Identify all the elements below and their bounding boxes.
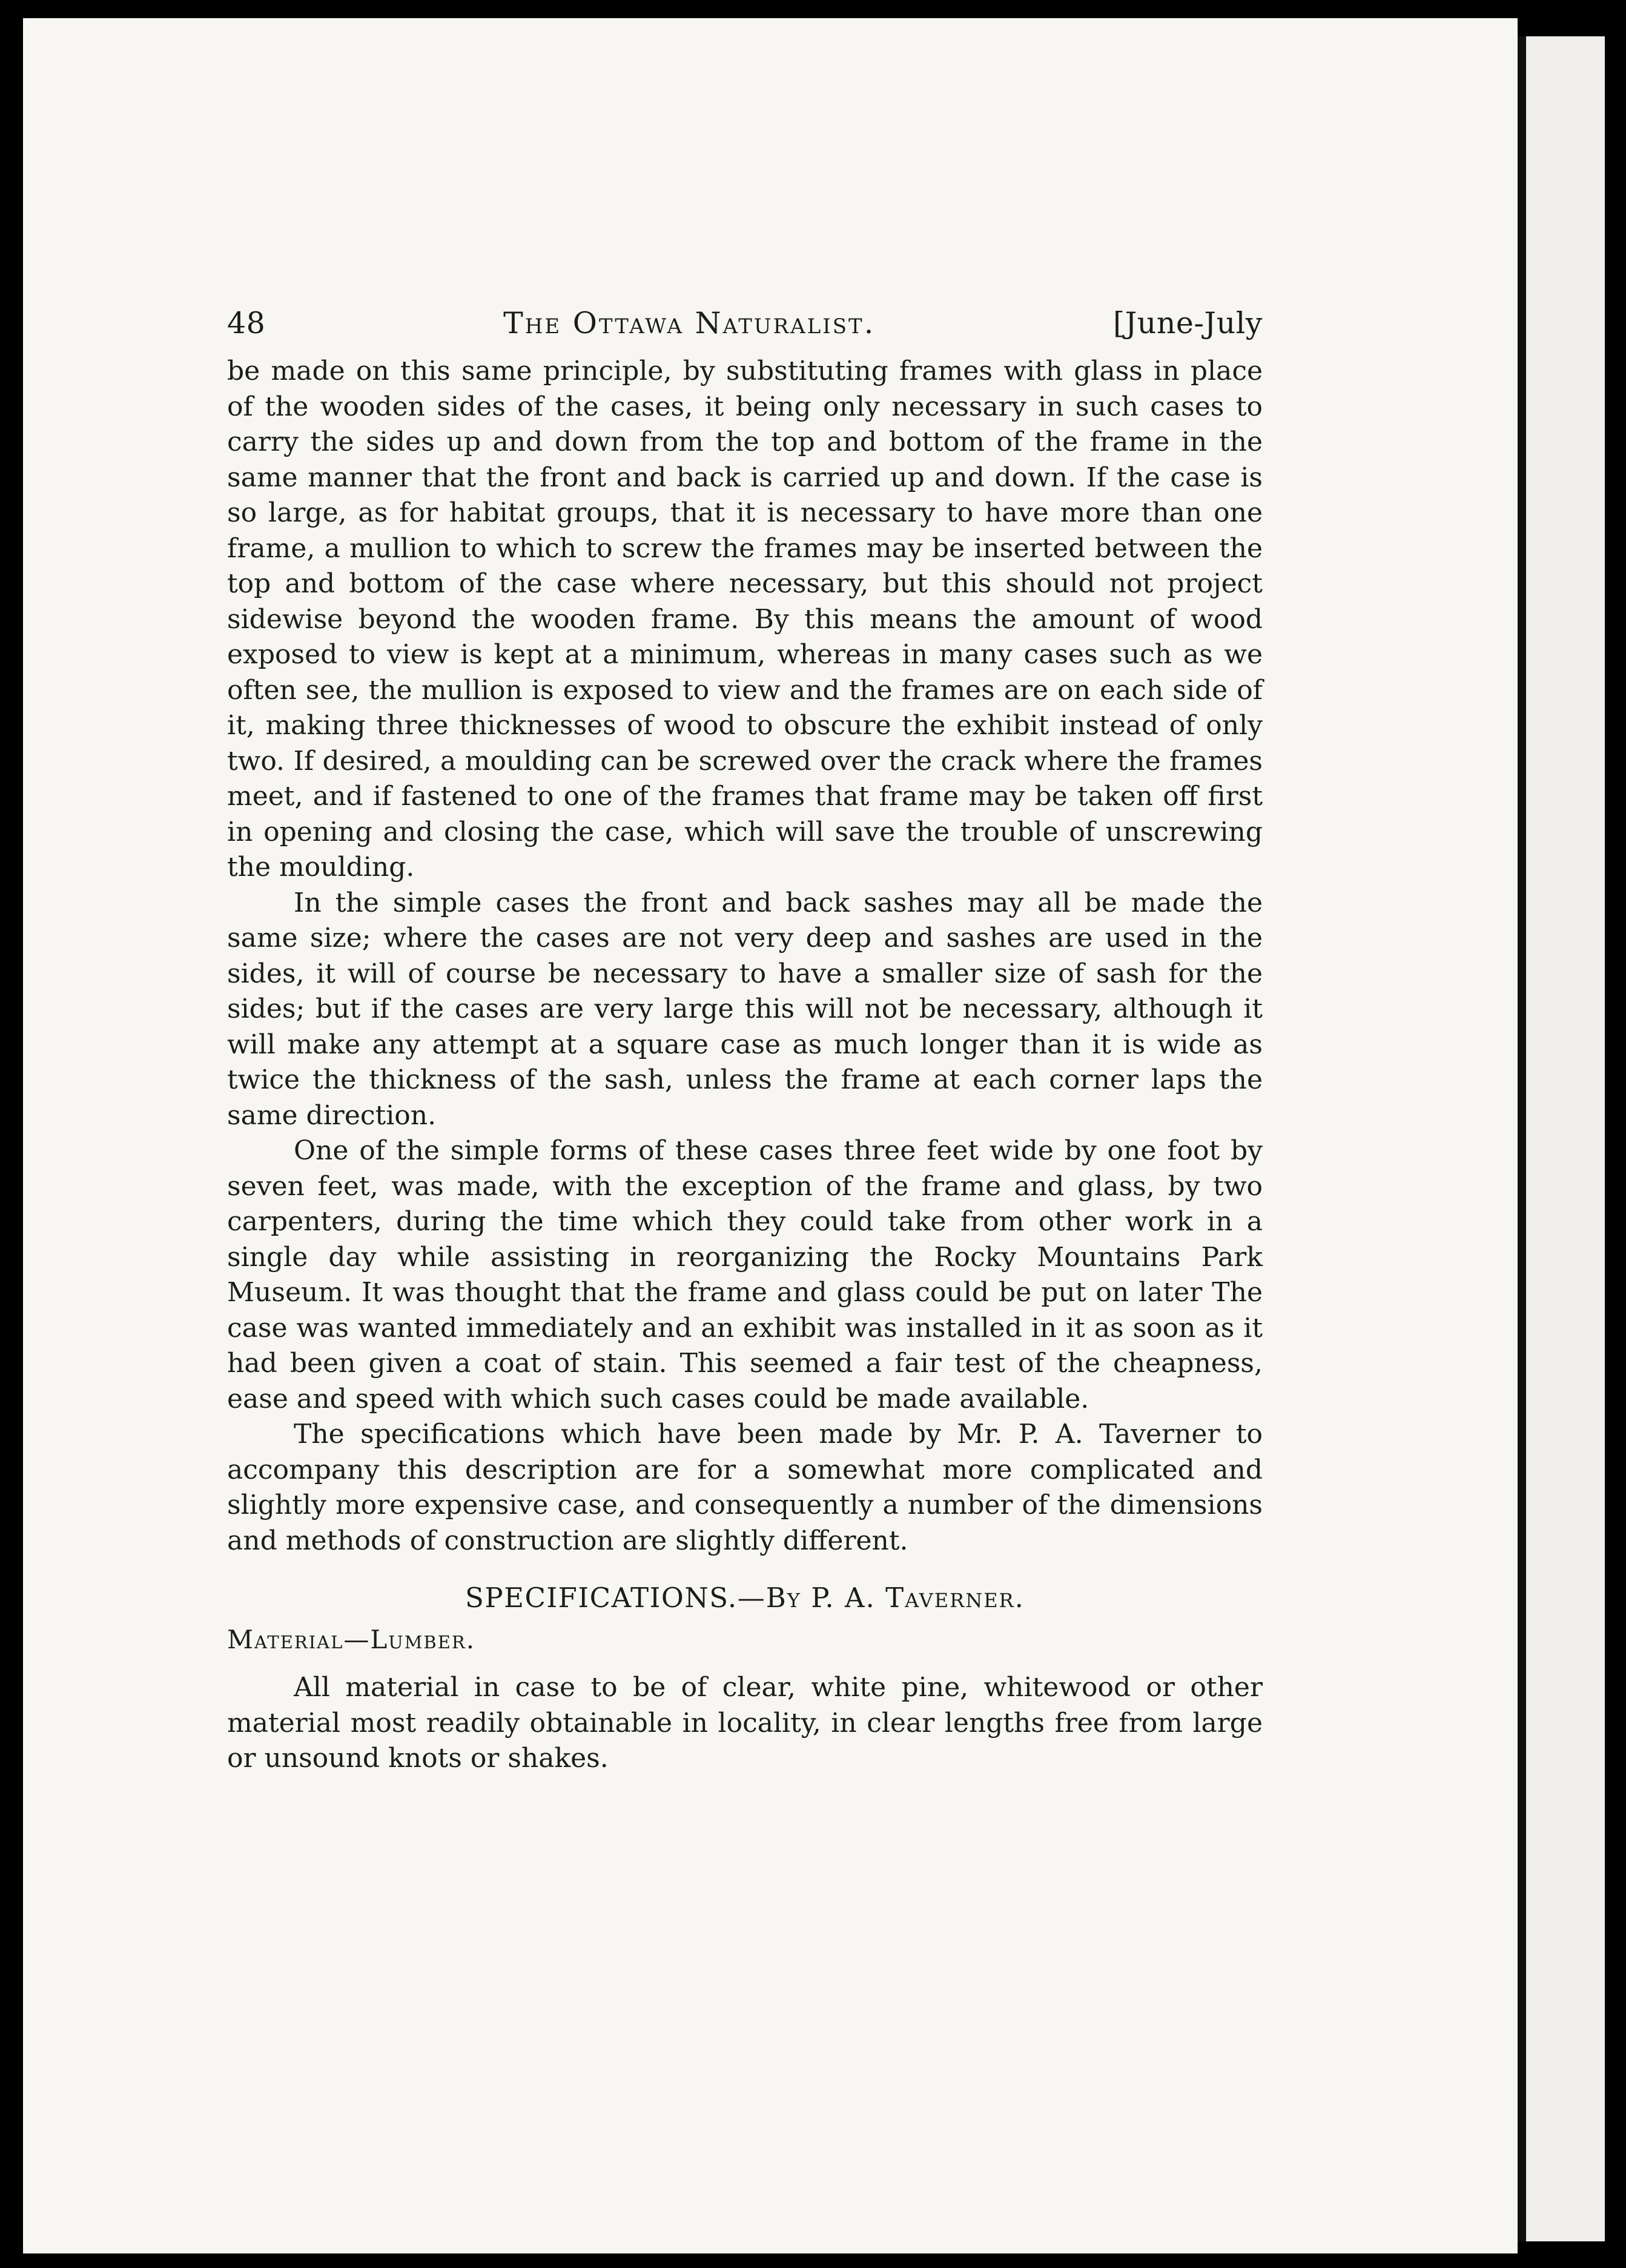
body-paragraph: All material in case to be of clear, white pine, whitewood or other material most readily obtainable in locality, in clear lengths free from large or unsound knots or shakes. xyxy=(227,1672,1263,1774)
body-paragraph: The specifications which have been made by Mr. P. A. Taverner to accompany this description are for a somewhat more complicated and slightly more expensive case, and consequently a number of the dimensions and methods of construction are slightly different. xyxy=(227,1419,1263,1556)
subsection-heading: Material—Lumber. xyxy=(227,1625,476,1654)
adjacent-page-edge xyxy=(1518,36,1605,2241)
body-paragraph: In the simple cases the front and back sashes may all be made the same size; where the cases are not very deep and sashes are used in the sides, it will of course be necessary to have a smaller size of sash for the sides; but if the cases are very large this will not be necessary, although it will make any attempt at a square case as much longer than it is wide as twice the thickness of the sash, unless the frame at each corner laps the same direction. xyxy=(227,887,1263,1131)
issue-date: [June-July xyxy=(1113,306,1263,340)
section-heading-byline: —By P. A. Taverner. xyxy=(737,1582,1025,1614)
section-heading-title: SPECIFICATIONS. xyxy=(465,1582,738,1614)
section-heading xyxy=(227,1582,1263,1614)
page-text xyxy=(227,306,1263,1777)
body-paragraph: One of the simple forms of these cases three feet wide by one foot by seven feet, was made, with the exception of the frame and glass, by two carpenters, during the time which they could take from other work in a single day while assisting in reorganizing the Rocky Mountains Park Museum. It was thought that the frame and glass could be put on later The case was wanted immediately and an exhibit was installed in it as soon as it had been given a coat of stain. This seemed a fair test of the cheapness, ease and speed with which such cases could be made available. xyxy=(227,1135,1263,1414)
running-header xyxy=(227,306,1263,340)
body-paragraph: be made on this same principle, by substituting frames with glass in place of the wooden sides of the cases, it being only necessary in such cases to carry the sides up and down from the top and bottom of the frame in the same manner that the front and back is carried up and down. If the case is so large, as for habitat groups, that it is necessary to have more than one frame, a mullion to which to screw the frames may be inserted between the top and bottom of the case where necessary, but this should not project sidewise beyond the wooden frame. By this means the amount of wood exposed to view is kept at a minimum, whereas in many cases such as we often see, the mullion is exposed to view and the frames are on each side of it, making three thicknesses of wood to obscure the exhibit instead of only two. If desired, a moulding can be screwed over the crack where the frames meet, and if fastened to one of the frames that frame may be taken off first in opening and closing the case, which will save the trouble of unscrewing the moulding. xyxy=(227,356,1263,883)
page-number: 48 xyxy=(227,306,266,340)
journal-title: The Ottawa Naturalist. xyxy=(503,306,876,340)
